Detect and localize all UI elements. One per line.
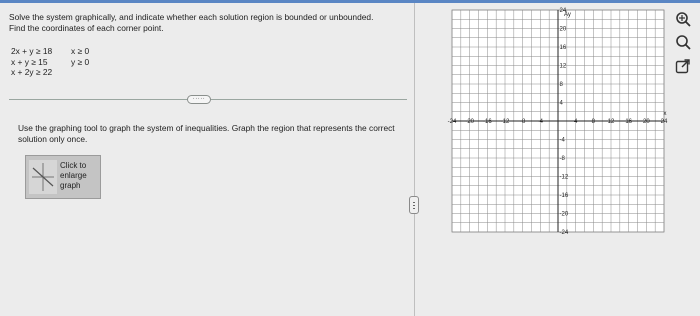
y-tick-label: 16 bbox=[559, 45, 567, 51]
graph-thumbnail-icon bbox=[29, 160, 57, 194]
y-tick-label: 12 bbox=[559, 63, 567, 70]
x-tick-label: 4 bbox=[573, 119, 578, 125]
y-tick-label: 24 bbox=[559, 8, 567, 14]
x-tick-label: -8 bbox=[519, 119, 526, 125]
pop-out-icon[interactable] bbox=[674, 57, 692, 75]
x-tick-label: -12 bbox=[500, 119, 510, 125]
inequality-column-1 bbox=[11, 46, 71, 78]
y-tick-label: 4 bbox=[559, 100, 563, 107]
inequality-2: x + y ≥ 15 bbox=[11, 56, 48, 67]
enlarge-graph-label: Click to enlarge graph bbox=[60, 161, 87, 190]
inequality-column-2 bbox=[71, 46, 111, 67]
splitter-drag-handle[interactable] bbox=[409, 196, 419, 214]
x-axis-label: x bbox=[663, 111, 667, 117]
pane-splitter bbox=[414, 3, 415, 316]
graphing-tool[interactable] bbox=[447, 8, 668, 236]
y-tick-label: -4 bbox=[559, 137, 565, 144]
y-tick-label: -8 bbox=[559, 156, 565, 162]
inequality-1: 2x + y ≥ 18 bbox=[11, 46, 53, 56]
x-tick-label: 16 bbox=[625, 119, 633, 125]
y-tick-label: -20 bbox=[559, 211, 569, 218]
x-tick-label: 24 bbox=[660, 119, 668, 125]
x-tick-label: -20 bbox=[465, 119, 475, 125]
x-tick-label: -16 bbox=[482, 119, 492, 125]
zoom-to-fit-icon[interactable] bbox=[674, 10, 692, 28]
y-tick-label: -12 bbox=[559, 174, 569, 181]
x-tick-label: 12 bbox=[607, 119, 615, 125]
question-pane bbox=[0, 3, 414, 316]
y-tick-label: 8 bbox=[559, 82, 563, 88]
constraint-y: y ≥ 0 bbox=[71, 56, 90, 67]
y-tick-label: -16 bbox=[559, 193, 569, 199]
question-text: Solve the system graphically, and indicate whether each solution region is bounded or unbounded. Find the coordinates of each corner point. bbox=[9, 12, 374, 33]
y-axis-label: Ay bbox=[564, 12, 571, 18]
constraint-x: x ≥ 0 bbox=[71, 46, 90, 56]
enlarge-graph-button[interactable] bbox=[25, 155, 101, 199]
x-tick-label: -24 bbox=[447, 119, 457, 125]
x-tick-label: 8 bbox=[591, 119, 596, 125]
inequality-3: x + 2y ≥ 22 bbox=[11, 67, 53, 77]
zoom-icon[interactable] bbox=[674, 33, 692, 51]
instruction-text: Use the graphing tool to graph the system of inequalities. Graph the region that represents the correct solution only once. bbox=[18, 123, 395, 144]
x-tick-label: -4 bbox=[537, 119, 544, 125]
y-tick-label: -24 bbox=[559, 230, 569, 236]
expand-more-button[interactable]: ····· bbox=[187, 95, 211, 104]
x-tick-label: 20 bbox=[642, 119, 650, 125]
y-tick-label: 20 bbox=[559, 26, 567, 33]
